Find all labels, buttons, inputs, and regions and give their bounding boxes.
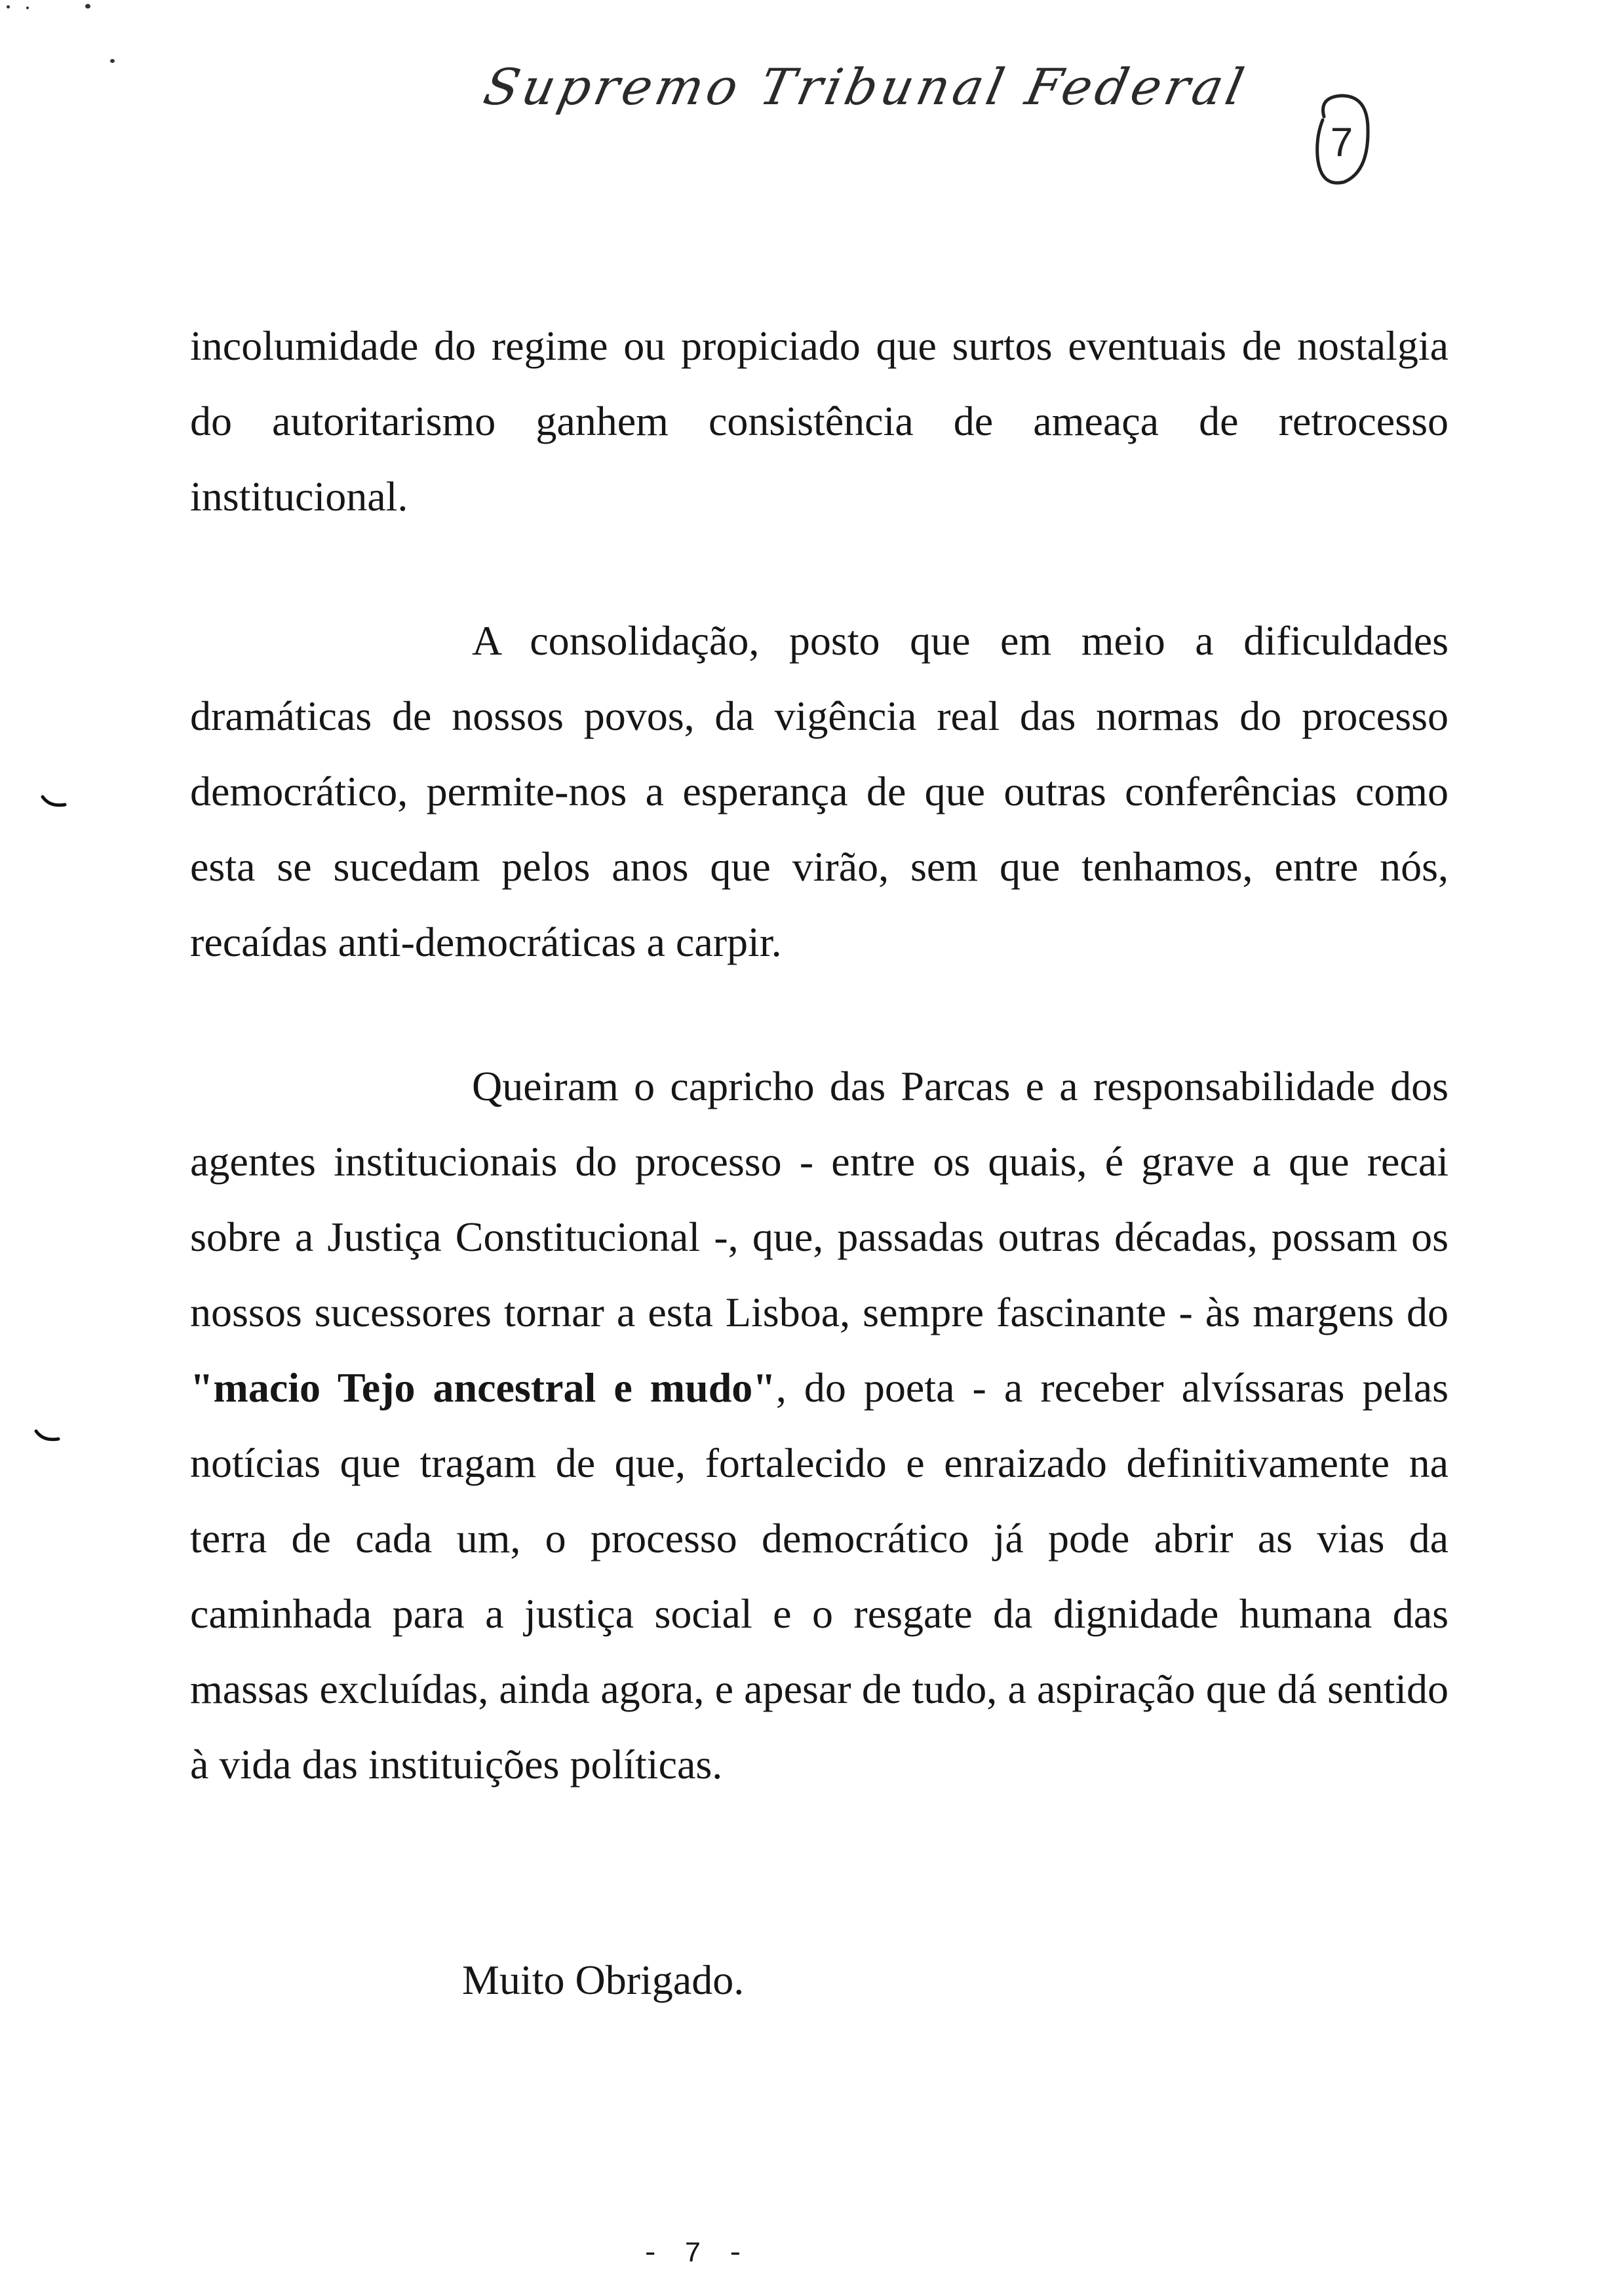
circled-number-icon	[1306, 90, 1378, 189]
page-mark-number: 7	[1330, 120, 1353, 165]
paragraph-3-text-b: , do poeta - a receber alvíssaras pelas notícias que tragam de que, fortalecido e enraizado definitivamente na terra de cada um, o processo democrático já pode abrir as vias da caminhada para a justiça social e o resgate da dignidade humana das massas excluídas, ainda agora, e apesar de tudo, a aspiração que dá sentido à vida das instituições políticas.	[190, 1364, 1449, 1788]
handwritten-page-mark	[1306, 90, 1378, 189]
margin-check-mark-icon	[41, 794, 67, 809]
scan-speck	[26, 7, 29, 9]
closing-line: Muito Obrigado.	[462, 1957, 745, 2003]
margin-check-mark-icon	[34, 1428, 60, 1443]
paragraph-3-quote: "macio Tejo ancestral e mudo"	[190, 1364, 776, 1411]
paragraph-2-text: A consolidação, posto que em meio a dificuldades dramáticas de nossos povos, da vigência real das normas do processo democrático, permite-nos a esperança de que outras conferências como esta se sucedam pelos anos que virão, sem que tenhamos, entre nós, recaídas anti-democráticas a carpir.	[190, 617, 1449, 965]
header-title: Supremo Tribunal Federal	[478, 58, 1253, 116]
scan-speck	[85, 4, 90, 9]
page-number: - 7 -	[641, 2238, 749, 2270]
scan-speck	[110, 59, 115, 63]
paragraph-3	[190, 1048, 1449, 1802]
paragraph-1: incolumidade do regime ou propiciado que surtos eventuais de nostalgia do autoritarismo ganhem consistência de ameaça de retrocesso institucional.	[190, 322, 1449, 520]
scan-speck	[7, 5, 10, 9]
paragraph-3-text-a: Queiram o capricho das Parcas e a responsabilidade dos agentes institucionais do processo - entre os quais, é grave a que recai sobre a Justiça Constitucional -, que, passadas outras décadas, possam os nossos sucessores tornar a esta Lisboa, sempre fascinante - às margens do	[190, 1063, 1449, 1335]
paragraph-2	[190, 603, 1449, 980]
